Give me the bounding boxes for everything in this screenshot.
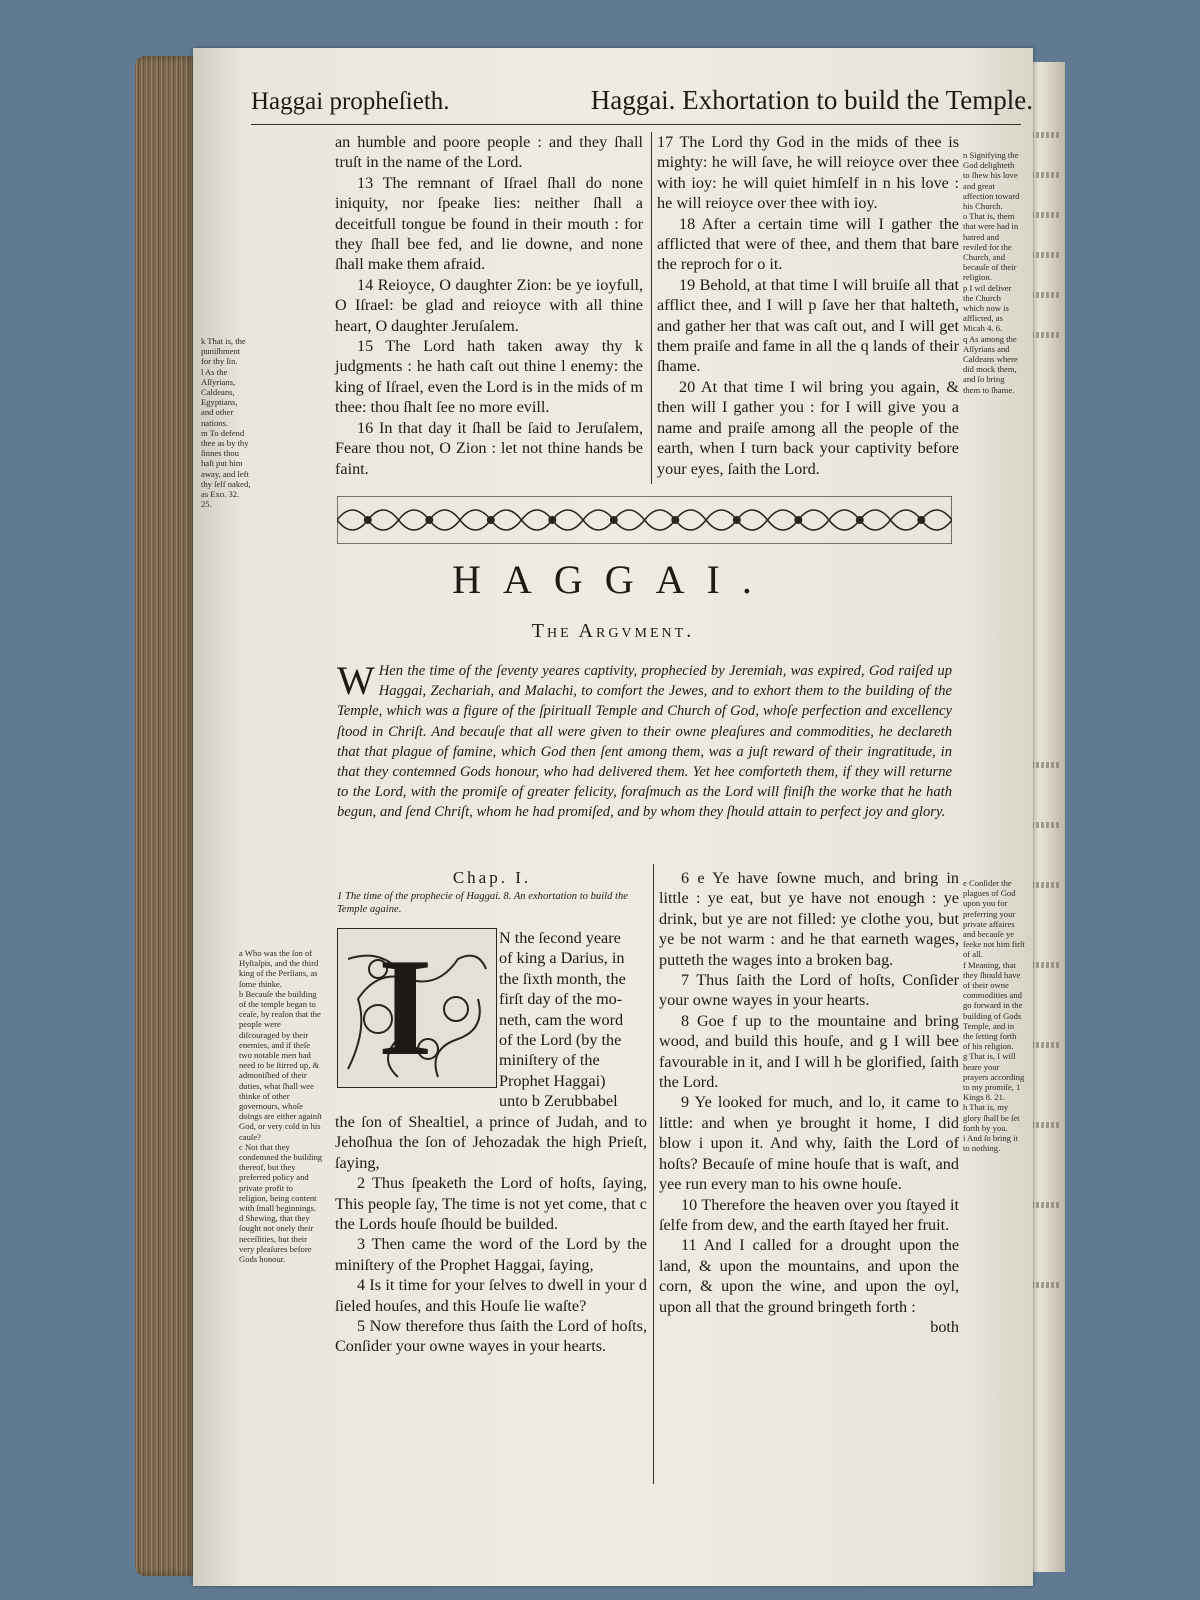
verse: 2 Thus ſpeaketh the Lord of hoſts, ſaying, This people ſay, The time is not yet come, that c the Lords houſe ſhould be builded. xyxy=(335,1174,647,1234)
column-rule xyxy=(651,132,652,484)
chapter-heading: Chap. I. xyxy=(452,868,532,887)
margin-note: m To defend thee as by thy ſinnes thou haſt put him away, and left thy ſelf naked, as Exo. 32. 25. xyxy=(201,427,251,510)
verse: 7 Thus ſaith the Lord of hoſts, Conſider your owne wayes in your hearts. xyxy=(659,971,959,1010)
running-head-left: Haggai propheſieth. xyxy=(251,88,450,115)
margin-notes-haggai-left xyxy=(239,948,323,1264)
zephaniah-left-column xyxy=(335,132,643,479)
verse: 6 e Ye have ſowne much, and bring in little : ye eat, but ye have not enough : ye drink, but ye are not filled: ye clothe you, but ye be not warm : and he that earneth wages, putteth the wages into a broken bag. xyxy=(659,869,959,969)
text-line: neth, cam the word xyxy=(499,1010,624,1029)
verse: 13 The remnant of Iſrael ſhall do none iniquity, nor ſpeake lies: neither ſhall a deceitfull tongue be found in their mouth : for they ſhall bee fed, and lie downe, and none ſhall make them afraid. xyxy=(335,173,643,274)
margin-note: p I wil deliver the Church which now is afflicted, as Micah 4. 6. xyxy=(963,282,1012,334)
page-edges xyxy=(135,56,199,1576)
initial-letter: I xyxy=(378,930,433,1085)
margin-note: l As the Aſſyrians, Caldeans, Egyptians, and other nations. xyxy=(201,366,238,428)
text-line: Prophet Haggai) xyxy=(499,1071,606,1090)
text-line: unto b Zerubbabel xyxy=(499,1092,618,1111)
book-title: HAGGAI. xyxy=(452,557,774,602)
text-line: the ſixth month, the xyxy=(499,969,626,988)
verse: 14 Reioyce, O daughter Zion: be ye ioyfull, O Iſrael: be glad and reioyce with all thine heart, O daughter Jeruſalem. xyxy=(335,275,643,335)
verse: 5 Now therefore thus ſaith the Lord of hoſts, Conſider your owne wayes in your hearts. xyxy=(335,1317,647,1356)
verse: 9 Ye looked for much, and lo, it came to little: and when ye brought it home, I did blow i upon it. And why, ſaith the Lord of hoſts? Becauſe of mine houſe that is waſt, and yee run every man to his owne houſe. xyxy=(659,1093,959,1194)
margin-note: d Shewing, that they ſought not onely their neceſſities, but their very pleaſures before Gods honour. xyxy=(239,1213,314,1265)
haggai-left-column xyxy=(335,1112,647,1357)
text-line: miniſtery of the xyxy=(499,1051,600,1070)
argument-paragraph xyxy=(337,658,952,823)
verse: 17 The Lord thy God in the mids of thee is mighty: he will ſave, he will reioyce over thee with ioy: he will quiet himſelf in n his love : he will reioyce over thee with ioy. xyxy=(657,133,959,213)
chapter-summary: 1 The time of the prophecie of Haggai. 8. An exhortation to build the Temple againe. xyxy=(337,891,628,915)
margin-notes-zephaniah-left xyxy=(201,336,251,509)
margin-note: c Not that they condemned the building thereof, but they preferred policy and private profit to religion, being content with ſmall beginnings. xyxy=(239,1141,323,1214)
margin-note: o That is, them that were had in hatred and reviled for the Church, and becauſe of their religion. xyxy=(963,211,1019,283)
margin-note: k That is, the puniſhment for thy ſin. xyxy=(201,336,246,367)
running-head-right: Haggai. Exhortation to build the Temple. xyxy=(590,85,1033,115)
ornamental-border xyxy=(337,496,952,544)
text-line: N the ſecond yeare xyxy=(499,929,621,947)
verse: an humble and poore people : and they ſhall truſt in the name of the Lord. xyxy=(335,133,643,172)
verse: the ſon of Shealtiel, a prince of Judah, and to Jehoſhua the ſon of Jehozadak the high Prieſt, ſaying, xyxy=(335,1113,647,1172)
margin-notes-zephaniah-right xyxy=(963,150,1023,395)
open-book xyxy=(135,48,1065,1586)
verse: 4 Is it time for your ſelves to dwell in your d ſieled houſes, and this Houſe lie waſte? xyxy=(335,1276,647,1315)
margin-note: i And ſo bring it to nothing. xyxy=(963,1133,1018,1154)
catchword: both xyxy=(930,1317,959,1336)
margin-note: a Who was the ſon of Hyſtaſpis, and the third king of the Perſians, as ſome thinke. xyxy=(239,948,319,989)
margin-note: f Meaning, that they ſhould have of their owne commodities and go forward in the building of Gods Temple, and in the ſetting forth of his religion. xyxy=(963,959,1023,1052)
verse: 15 The Lord hath taken away thy k judgments : he hath caſt out thine l enemy: the king of Iſrael, even the Lord is in the mids of m thee: thou ſhalt ſee no more evill. xyxy=(335,337,643,417)
text-line: firſt day of the mo- xyxy=(499,990,623,1009)
margin-note: e Conſider the plagues of God upon you for preferring your private affaires and becauſe ye ſeeke not him firſt of all. xyxy=(963,878,1025,960)
argument-heading: The Argvment. xyxy=(531,620,695,642)
verse: 16 In that day it ſhall be ſaid to Jeruſalem, Feare thou not, O Zion : let not thine hands be faint. xyxy=(335,418,643,478)
margin-note: b Becauſe the building of the temple began to ceaſe, by reaſon that the people were diſcouraged by their enemies, and if theſe two notable men had need to be ſtirred up, & admoniſhed of their duties, what ſhall wee thinke of other governours, whoſe doings are either againſt God, or very cold in his cauſe? xyxy=(239,988,322,1142)
verse: 18 After a certain time will I gather the afflicted that were of thee, and them that bare the reproch for o it. xyxy=(657,214,959,274)
zephaniah-right-column xyxy=(657,132,959,479)
verse: 19 Behold, at that time I will bruiſe all that afflict thee, and I will p ſave her that halteth, and gather her that was caſt out, and I will get them praiſe and fame in all the q lands of their ſhame. xyxy=(657,275,959,376)
verse: 10 Therefore the heaven over you ſtayed it ſelfe from dew, and the earth ſtayed her fruit. xyxy=(659,1195,959,1234)
verse: 20 At that time I wil bring you again, & then will I gather you : for I will give you a name and praiſe among all the people of the earth, when I turn back your captivity before your eyes, ſaith the Lord. xyxy=(657,377,959,478)
margin-notes-haggai-right xyxy=(963,878,1025,1153)
running-head xyxy=(251,84,1033,125)
verse: 8 Goe f up to the mountaine and bring wood, and build this houſe, and g I will bee favourable in it, and I will h be glorified, ſaith the Lord. xyxy=(659,1011,959,1092)
argument-text: Hen the time of the ſeventy yeares captivity, prophecied by Jeremiah, was expired, God raiſed up Haggai, Zechariah, and Malachi, to comfort the Jewes, and to exhort them to the building of the Temple, which was a figure of the ſpirituall Temple and Church of God, whoſe perfection and excellency ſtood in Chriſt. And becauſe that all were given to their owne pleaſures and commodities, he declareth that that plague of famine, which God then ſent among them, was a juſt reward of their ingratitude, in that they contemned Gods honour, who had delivered them. Yet hee comforteth them, if they will returne to the Lord, with the promiſe of greater felicity, foraſmuch as the Lord will finiſh the worke that he hath begun, and ſend Chriſt, whom he had promiſed, and by whom they ſhould attain to perfect joy and glory. xyxy=(337,663,952,821)
column-rule xyxy=(653,864,654,1484)
margin-note: h That is, my glory ſhall be ſet forth by you. xyxy=(963,1102,1020,1133)
verse: 3 Then came the word of the Lord by the miniſtery of the Prophet Haggai, ſaying, xyxy=(335,1235,647,1274)
margin-note: q As among the Aſſyrians and Caldeans where did mock them, and ſo bring them to ſhame. xyxy=(963,333,1018,395)
text-line: of king a Darius, in xyxy=(499,949,625,968)
verse: 11 And I called for a drought upon the land, & upon the mountains, and upon the corn, & upon the wine, and upon the oyl, upon all that the ground bringeth forth : xyxy=(659,1236,959,1316)
decorated-initial xyxy=(337,928,497,1088)
argument-initial: W xyxy=(337,658,375,703)
text-line: of the Lord (by the xyxy=(499,1031,622,1050)
bible-page xyxy=(193,48,1033,1586)
margin-note: n Signifying the God delighteth to ſhew his love and great affection toward his Church. xyxy=(963,150,1020,212)
haggai-right-column xyxy=(659,868,959,1337)
margin-note: g That is, I will heare your prayers according to my promiſe, 1 Kings 8. 21. xyxy=(963,1051,1025,1103)
chapter-opening-lines xyxy=(499,928,647,1112)
